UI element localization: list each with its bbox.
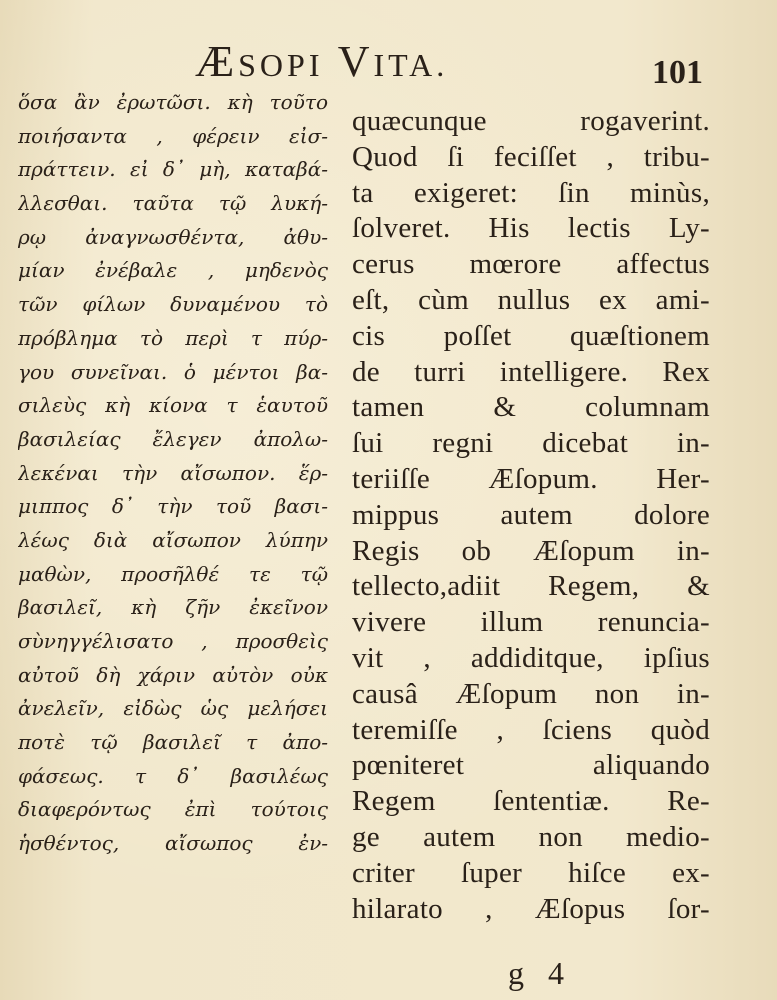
- greek-text-line: γου συνεῖναι. ὁ μέντοι βα-: [18, 359, 328, 384]
- greek-text-line: μιππος δ᾽ τὴν τοῦ βασι-: [18, 494, 328, 519]
- greek-text-line: λέως διὰ αἴσωπον λύπην: [18, 527, 328, 552]
- greek-text-line: πρόβλημα τὸ περὶ τ πύρ-: [18, 325, 328, 350]
- greek-text-line: ποτὲ τῷ βασιλεῖ τ ἀπο-: [18, 730, 328, 755]
- latin-text-line: criter ſuper hiſce ex-: [352, 856, 710, 889]
- greek-text-line: λλεσθαι. ταῦτα τῷ λυκή-: [18, 191, 328, 216]
- latin-text-line: ſui regni dicebat in-: [352, 427, 710, 460]
- greek-text-line: ὅσα ἂν ἐρωτῶσι. κὴ τοῦτο: [18, 90, 328, 114]
- running-head-part: SOPI: [238, 47, 324, 83]
- greek-text-line: πράττειν. εἰ δ᾽ μὴ, καταβά-: [18, 157, 328, 182]
- latin-text-line: mippus autem dolore: [352, 498, 710, 531]
- latin-text-line: cis poſſet quæſtionem: [352, 319, 710, 352]
- greek-text-line: διαφερόντως ἐπὶ τούτοις: [18, 797, 328, 822]
- latin-text-line: hilarato , Æſopus ſor-: [352, 892, 710, 925]
- greek-text-line: ἀνελεῖν, εἰδὼς ὡς μελήσει: [18, 696, 328, 721]
- latin-text-line: cerus mœrore affectus: [352, 248, 710, 281]
- greek-text-line: μίαν ἐνέβαλε , μηδενὸς: [18, 258, 328, 283]
- greek-text-line: βασιλείας ἔλεγεν ἀπολω-: [18, 426, 328, 451]
- greek-text-line: ρῳ ἀναγνωσθέντα, ἀθυ-: [18, 224, 328, 249]
- running-head-part: V: [323, 37, 374, 86]
- greek-text-line: βασιλεῖ, κὴ ζῆν ἐκεῖνον: [18, 595, 328, 620]
- latin-text-line: ta exigeret: ſin minùs,: [352, 176, 710, 209]
- latin-text-line: teriiſſe Æſopum. Her-: [352, 462, 710, 495]
- greek-text-line: αὐτοῦ δὴ χάριν αὐτὸν οὐκ: [18, 662, 328, 687]
- greek-text-line: σιλεὺς κὴ κίονα τ ἑαυτοῦ: [18, 393, 328, 418]
- greek-text-line: τῶν φίλων δυναμένου τὸ: [18, 292, 328, 317]
- latin-text-line: eſt, cùm nullus ex ami-: [352, 283, 710, 316]
- latin-text-line: ſolveret. His lectis Ly-: [352, 212, 710, 245]
- latin-text-line: Quod ſi feciſſet , tribu-: [352, 140, 710, 173]
- greek-text-line: μαθὼν, προσῆλθέ τε τῷ: [18, 561, 328, 586]
- greek-column: [18, 86, 328, 861]
- latin-text-line: de turri intelligere. Rex: [352, 355, 710, 388]
- latin-column: [352, 104, 710, 927]
- latin-text-line: vit , addiditque, ipſius: [352, 641, 710, 674]
- latin-text-line: ge autem non medio-: [352, 820, 710, 853]
- latin-text-line: tamen & columnam: [352, 391, 710, 424]
- latin-text-line: Regis ob Æſopum in-: [352, 534, 710, 567]
- running-head: [195, 37, 449, 86]
- greek-text-line: λεκέναι τὴν αἴσωπον. ἕρ-: [18, 460, 328, 485]
- greek-text-line: σὺνηγγέλισατο , προσθεὶς: [18, 629, 328, 653]
- greek-text-line: ποιήσαντα , φέρειν εἰσ-: [18, 123, 328, 148]
- greek-text-line: φάσεως. τ δ᾽ βασιλέως: [18, 763, 328, 788]
- latin-text-line: vivere illum renuncia-: [352, 606, 710, 639]
- running-head-part: ITA.: [373, 47, 449, 83]
- latin-text-line: quæcunque rogaverint.: [352, 105, 710, 137]
- signature-mark: g 4: [508, 955, 572, 991]
- latin-text-line: tellecto,adiit Regem, &: [352, 570, 710, 603]
- latin-text-line: teremiſſe , ſciens quòd: [352, 713, 710, 746]
- page-number: 101: [652, 54, 703, 91]
- latin-text-line: pœniteret aliquando: [352, 749, 710, 782]
- running-head-part: Æ: [195, 37, 239, 86]
- latin-text-line: Regem ſententiæ. Re-: [352, 785, 710, 818]
- latin-text-line: causâ Æſopum non in-: [352, 677, 710, 710]
- greek-text-line: ἡσθέντος, αἴσωπος ἐν-: [18, 831, 328, 856]
